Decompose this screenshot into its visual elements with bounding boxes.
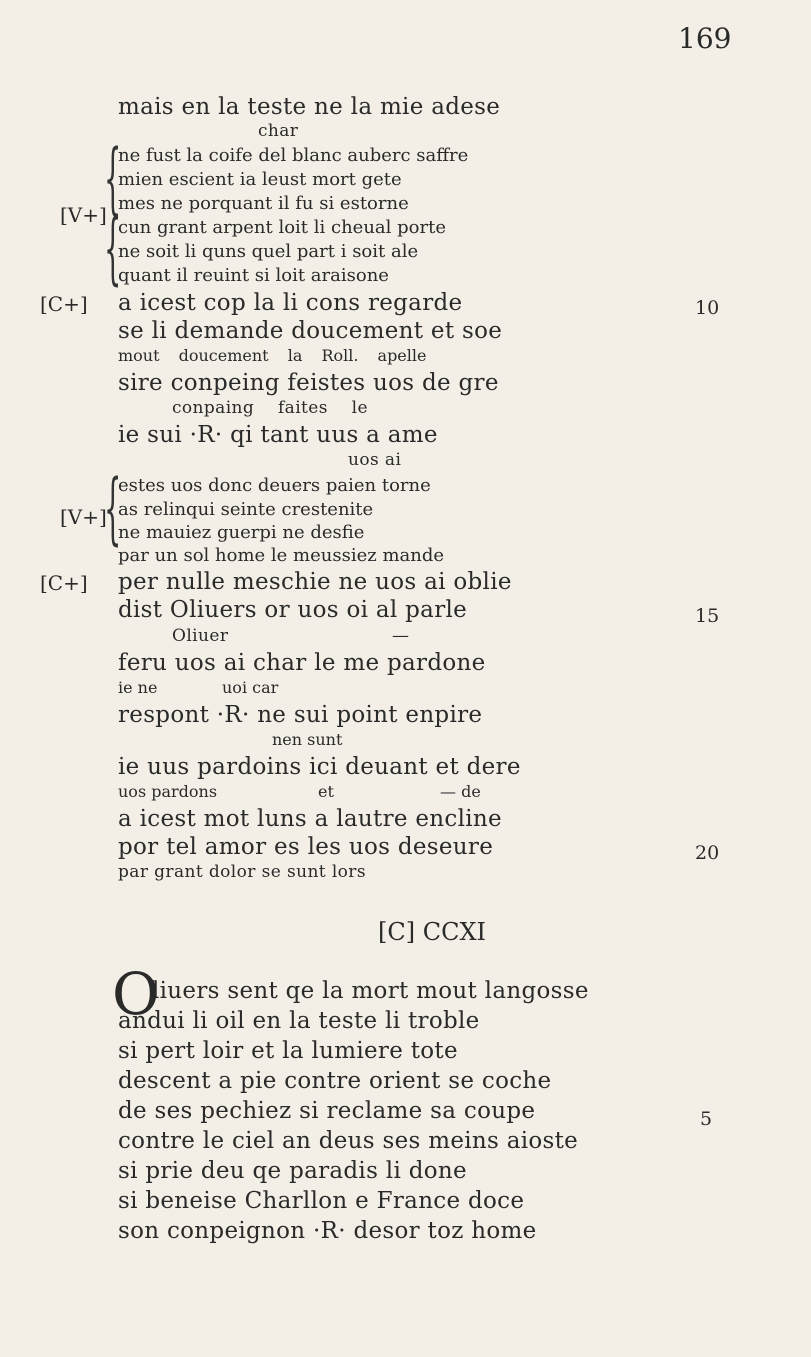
verse-line: per nulle meschie ne uos ai oblie (118, 569, 512, 595)
variant-line: ne mauiez guerpi ne desfie (118, 522, 365, 543)
variant-line: as relinqui seinte crestenite (118, 499, 374, 520)
variant-line: cun grant arpent loit li cheual porte (118, 217, 446, 238)
verse-line: mais en la teste ne la mie adese (118, 94, 501, 120)
variant-line: quant il reuint si loit araisone (118, 265, 389, 286)
variant-line: estes uos donc deuers paien torne (118, 475, 431, 496)
verse-line: a icest mot luns a lautre encline (118, 806, 502, 832)
variant-reading: par grant dolor se sunt lors (118, 862, 366, 882)
siglum-c: [C+] (40, 571, 88, 595)
verse-line: andui li oil en la teste li troble (118, 1008, 480, 1034)
verse-line: se li demande doucement et soe (118, 318, 503, 344)
variant-reading: Oliuer (172, 626, 229, 646)
verse-line: si beneise Charllon e France doce (118, 1188, 525, 1214)
variant-line: mien escient ia leust mort gete (118, 169, 402, 190)
verse-line: feru uos ai char le me pardone (118, 650, 486, 676)
laisse-heading: [C] CCXI (378, 918, 487, 946)
variant-reading: uos pardons (118, 782, 218, 801)
siglum-c: [C+] (40, 292, 88, 316)
verse-line: son conpeignon ·R· desor toz home (118, 1218, 537, 1244)
verse-line: contre le ciel an deus ses meins aioste (118, 1128, 579, 1154)
line-number: 15 (695, 605, 720, 627)
variant-line: mes ne porquant il fu si estorne (118, 193, 409, 214)
verse-line: a icest cop la li cons regarde (118, 290, 463, 316)
variant-reading: uoi car (222, 678, 279, 697)
verse-line: descent a pie contre orient se coche (118, 1068, 552, 1094)
verse-line: ie uus pardoins ici deuant et dere (118, 754, 521, 780)
variant-reading: uos ai (348, 450, 402, 470)
verse-line: liuers sent qe la mort mout langosse (152, 978, 589, 1004)
siglum-v: [V+] (60, 505, 107, 529)
variant-line: ne soit li quns quel part i soit ale (118, 241, 419, 262)
variant-line: par un sol home le meussiez mande (118, 545, 445, 566)
verse-line: respont ·R· ne sui point enpire (118, 702, 483, 728)
siglum-v: [V+] (60, 203, 107, 227)
variant-line: ne fust la coife del blanc auberc saffre (118, 145, 469, 166)
variant-reading: conpaing faites le (172, 398, 368, 418)
brace-left: { (104, 134, 122, 224)
variant-reading: ie ne (118, 678, 158, 697)
verse-line: sire conpeing feistes uos de gre (118, 370, 499, 396)
verse-line: ie sui ·R· qi tant uus a ame (118, 422, 438, 448)
drop-cap: O (112, 960, 160, 1028)
line-number: 5 (700, 1108, 713, 1130)
line-number: 20 (695, 842, 720, 864)
brace-left: { (104, 204, 122, 294)
verse-line: por tel amor es les uos deseure (118, 834, 494, 860)
variant-reading: — (392, 626, 410, 646)
verse-line: si pert loir et la lumiere tote (118, 1038, 458, 1064)
brace-left: { (104, 464, 122, 554)
variant-reading: nen sunt (272, 730, 343, 749)
verse-line: de ses pechiez si reclame sa coupe (118, 1098, 536, 1124)
line-number: 10 (695, 297, 720, 319)
verse-line: dist Oliuers or uos oi al parle (118, 597, 468, 623)
variant-reading: et (318, 782, 334, 801)
variant-reading: — de (440, 782, 481, 801)
variant-reading: char (258, 121, 299, 141)
page-number: 169 (678, 22, 732, 55)
verse-line: si prie deu qe paradis li done (118, 1158, 467, 1184)
variant-reading: mout doucement la Roll. apelle (118, 346, 427, 365)
